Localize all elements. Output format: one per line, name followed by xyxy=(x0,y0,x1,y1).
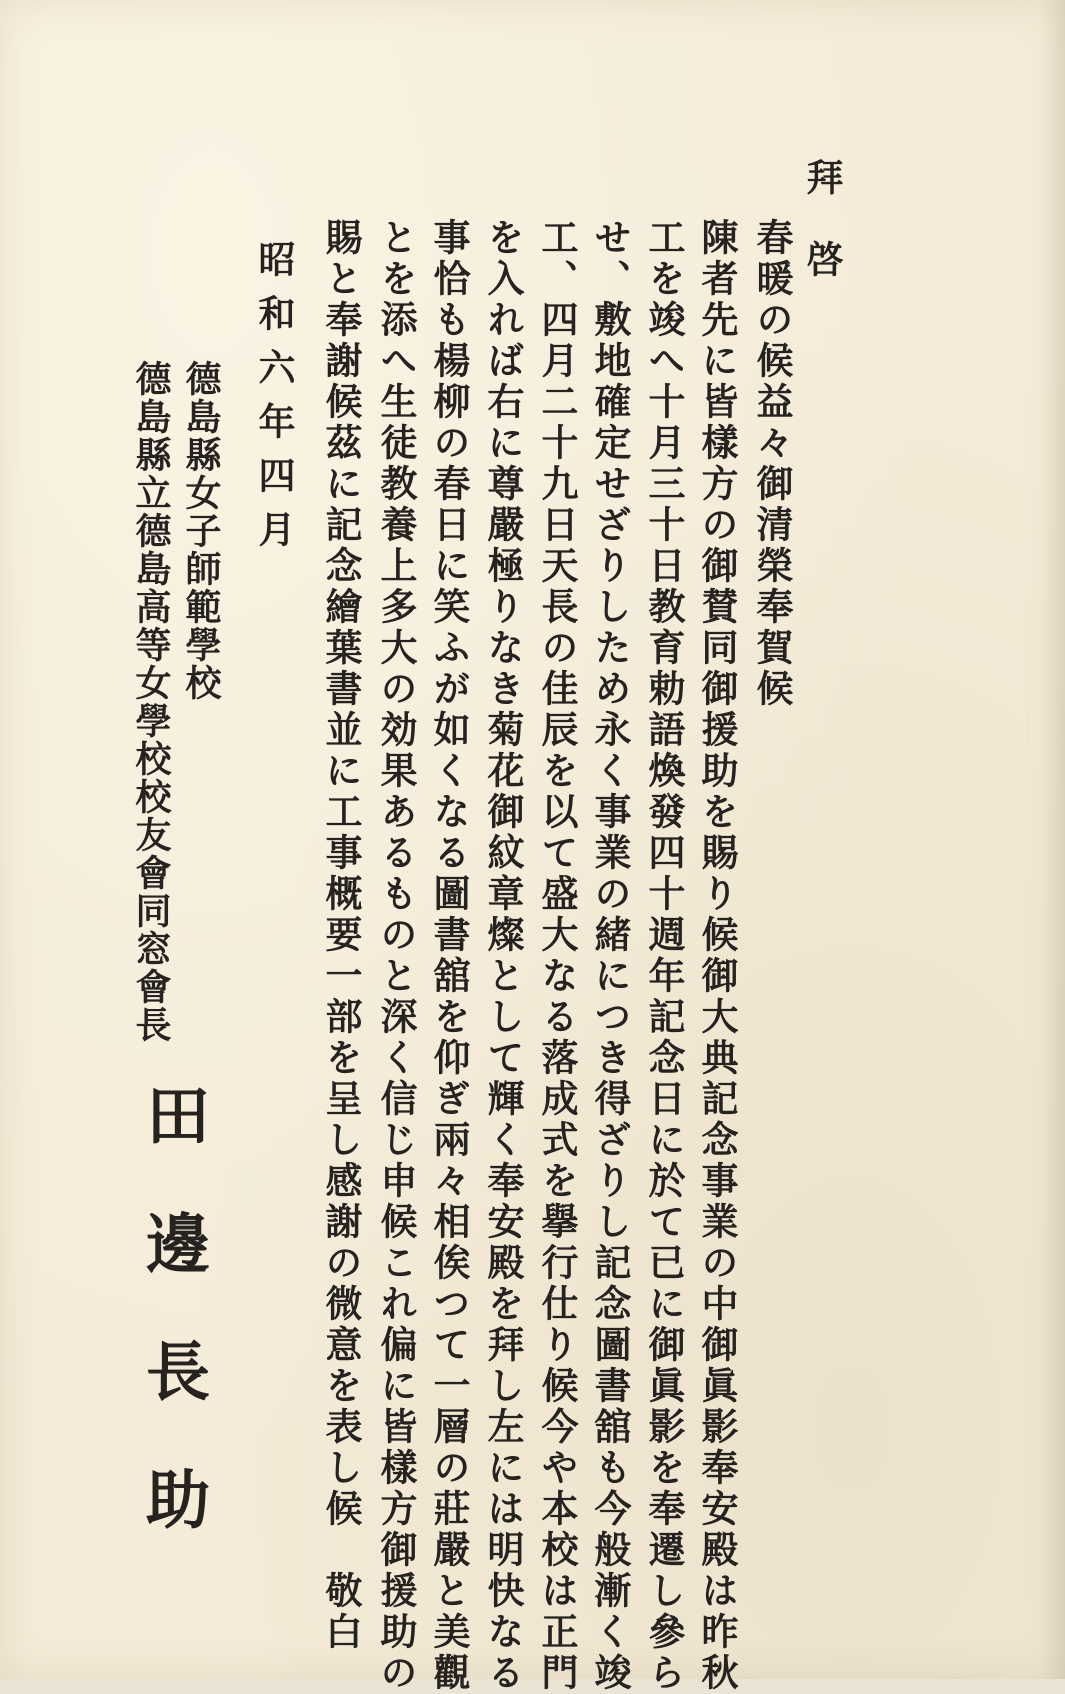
letter-line-6: を入れば右に尊嚴極りなき菊花御紋章燦として輝く奉安殿を拜し左には明快なる xyxy=(481,218,525,1694)
letter-line-3: 工を竣へ十月三十日教育勅語煥發四十週年記念日に於て已に御眞影を奉遷し參ら xyxy=(642,218,686,1694)
organization-line-2: 德島縣立德島高等女學校校友會同窓會長 xyxy=(130,360,172,1044)
letter-line-1: 春暖の候益々御清榮奉賀候 xyxy=(750,218,794,710)
letter-line-8: とを添へ生徒教養上多大の効果あるものと深く信じ申候これ偏に皆樣方御援助の xyxy=(374,218,418,1694)
salutation: 拜 啓 xyxy=(800,158,844,281)
letter-line-5: 工、四月二十九日天長の佳辰を以て盛大なる落成式を擧行仕り候今や本校は正門 xyxy=(535,218,579,1694)
organization-line-1: 德島縣女子師範學校 xyxy=(180,360,222,702)
letter-line-2: 陳者先に皆樣方の御賛同御援助を賜り候御大典記念事業の中御眞影奉安殿は昨秋 xyxy=(695,218,739,1694)
date: 昭和六年四月 xyxy=(252,240,296,564)
signatory-name: 田邊長助 xyxy=(135,1082,210,1594)
card-edge-shade xyxy=(1041,0,1065,1679)
letter-line-7: 事恰も楊柳の春日に笑ふが如くなる圖書舘を仰ぎ兩々相俟つて一層の莊嚴と美觀 xyxy=(427,218,471,1694)
letter-line-9: 賜と奉謝候茲に記念繪葉書並に工事概要一部を呈し感謝の微意を表し候 敬白 xyxy=(319,218,363,1653)
letter-line-4: せ、敷地確定せざりしため永く事業の緒につき得ざりし記念圖書舘も今般漸く竣 xyxy=(588,218,632,1694)
